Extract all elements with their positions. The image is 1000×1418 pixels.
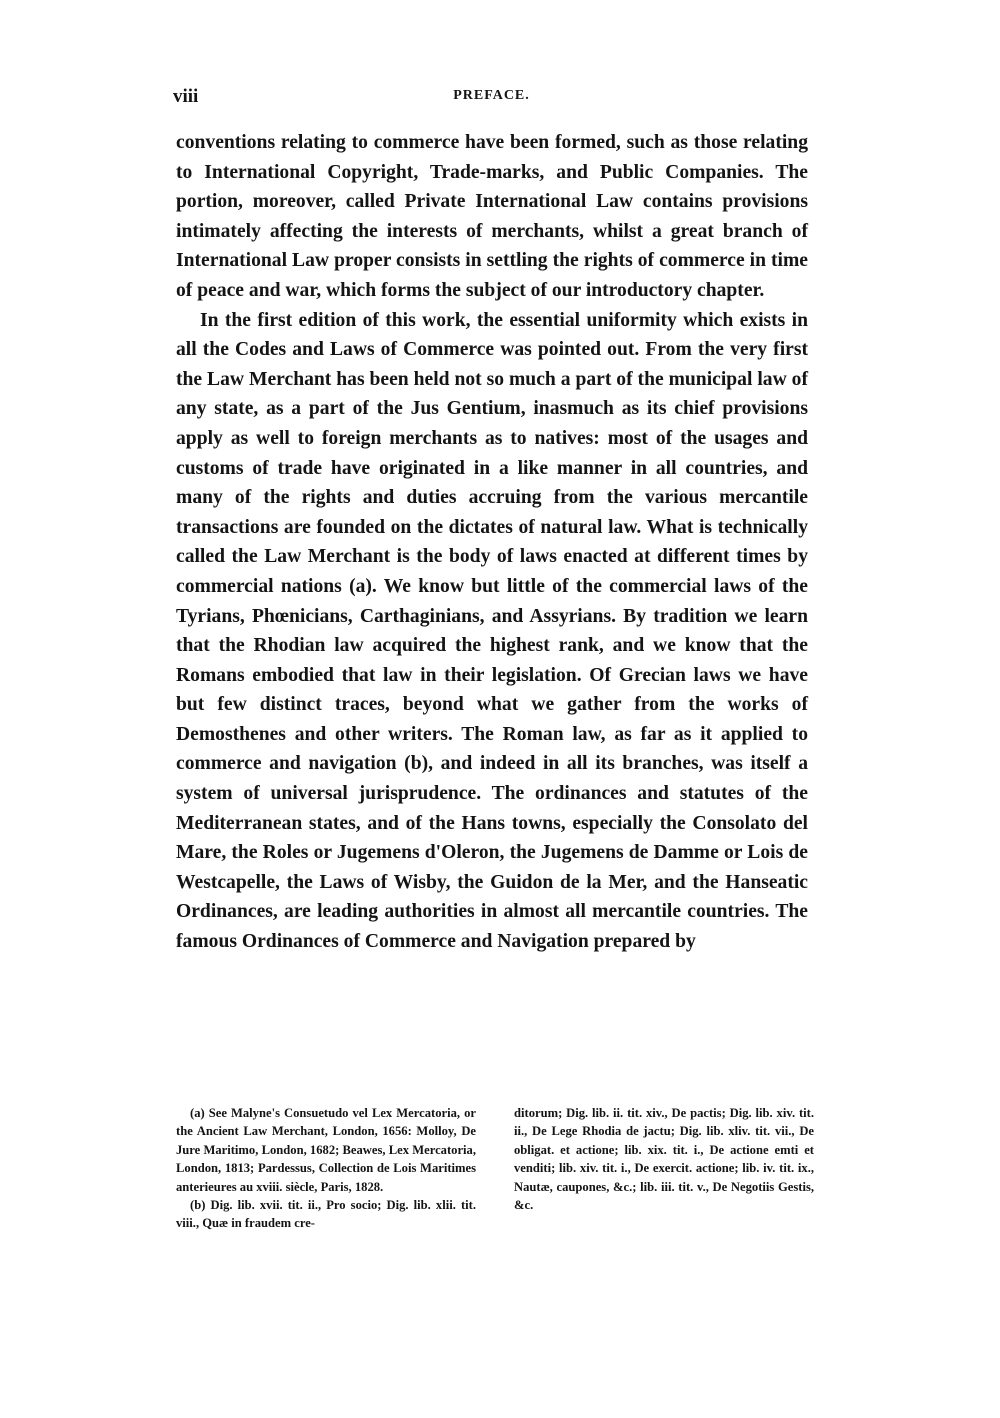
footnote-a: (a) See Malyne's Consuetudo vel Lex Mercatoria, or the Ancient Law Merchant, London, 1656: Molloy, De Jure Maritimo, London, 1682; Beawes, Lex Mercatoria, London, 1813; Pardessus, Collection de Lois Maritimes anterieures au xviii. siècle, Paris, 1828. <box>176 1106 476 1194</box>
running-head: PREFACE. <box>453 88 530 103</box>
footnote-column-right <box>514 1104 814 1233</box>
paragraph: In the first edition of this work, the essential uniformity which exists in all the Codes and Laws of Commerce was pointed out. From the very first the Law Merchant has been held not so much a part of the municipal law of any state, as a part of the Jus Gentium, inasmuch as its chief provisions apply as well to foreign merchants as to natives: most of the usages and customs of trade have originated in a like manner in all countries, and many of the rights and duties accruing from the various mercantile transactions are founded on the dictates of natural law. What is technically called the Law Merchant is the body of laws enacted at different times by commercial nations (a). We know but little of the commercial laws of the Tyrians, Phœnicians, Carthaginians, and Assyrians. By tradition we learn that the Rhodian law acquired the highest rank, and we know that the Romans embodied that law in their legislation. Of Grecian laws we have but few distinct traces, beyond what we gather from the works of Demosthenes and other writers. The Roman law, as far as it applied to commerce and navigation (b), and indeed in all its branches, was itself a system of universal jurisprudence. The ordinances and statutes of the Mediterranean states, and of the Hans towns, especially the Consolato del Mare, the Roles or Jugemens d'Oleron, the Jugemens de Damme or Lois de Westcapelle, the Laws of Wisby, the Guidon de la Mer, and the Hanseatic Ordinances, are leading authorities in almost all mercantile countries. The famous Ordinances of Commerce and Navigation prepared by <box>176 309 808 953</box>
footnotes <box>176 1104 814 1233</box>
footnote-b-continuation: ditorum; Dig. lib. ii. tit. xiv., De pactis; Dig. lib. xiv. tit. ii., De Lege Rhodia de jactu; Dig. lib. xliv. tit. vii., De obligat. et actione; lib. xix. tit. i., De actione emti et venditi; lib. xiv. tit. i., De exercit. actione; lib. iv. tit. ix., Nautæ, caupones, &c.; lib. iii. tit. v., De Negotiis Gestis, &c. <box>514 1106 814 1213</box>
page-header <box>173 86 810 110</box>
footnote-column-left <box>176 1104 476 1233</box>
paragraph-continuation: conventions relating to commerce have been formed, such as those relating to International Copyright, Trade-marks, and Public Companies. The portion, moreover, called Private International Law contains provisions intimately affecting the interests of merchants, whilst a great branch of International Law proper consists in settling the rights of commerce in time of peace and war, which forms the subject of our introductory chapter. <box>176 132 808 301</box>
footnote-b: (b) Dig. lib. xvii. tit. ii., Pro socio; Dig. lib. xlii. tit. viii., Quæ in fraudem cre- <box>176 1198 476 1231</box>
body-text <box>176 128 808 957</box>
page-number: viii <box>173 86 199 107</box>
